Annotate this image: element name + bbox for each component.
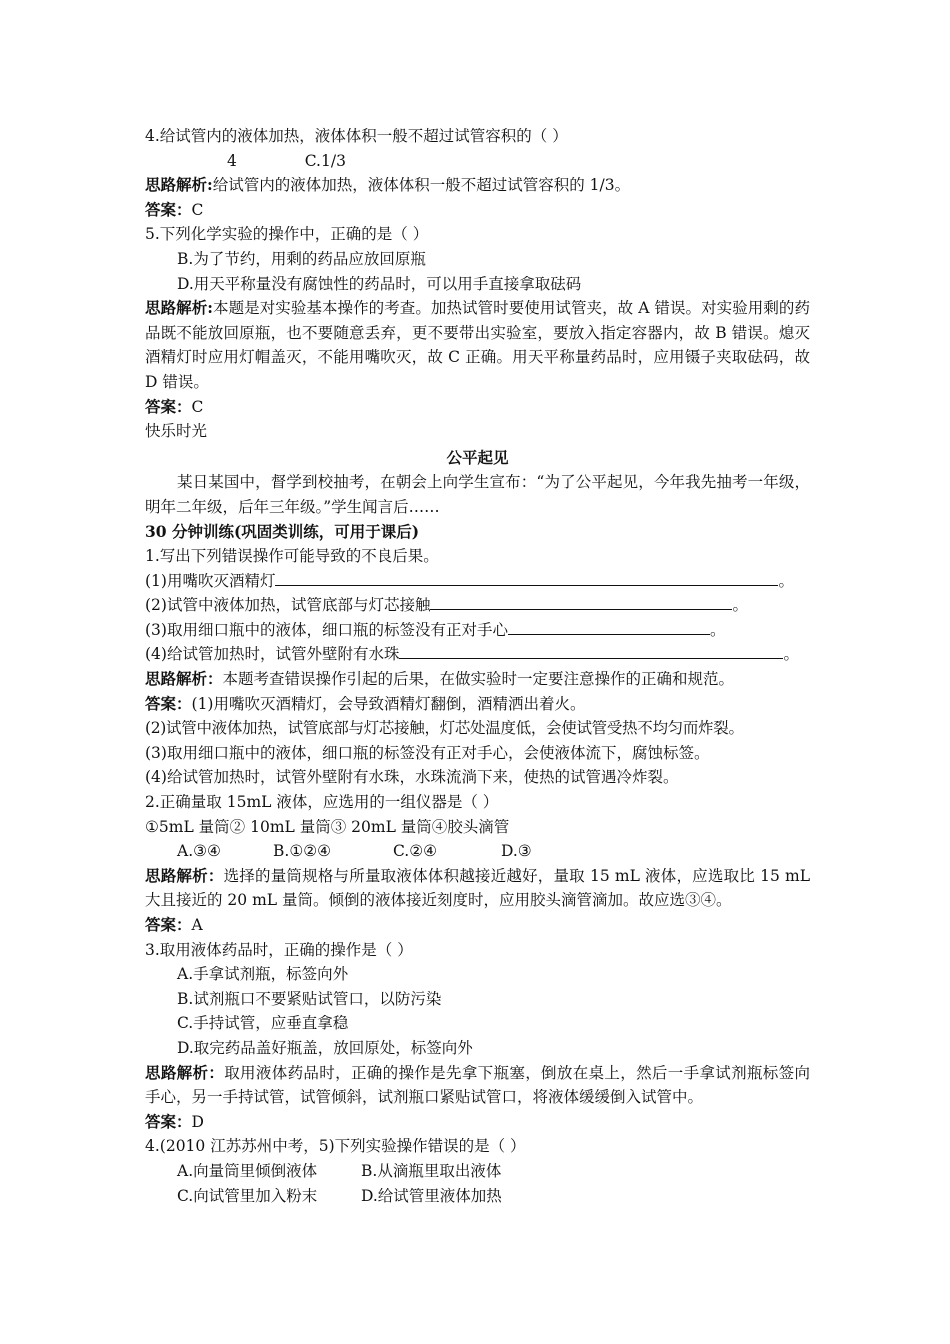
option: 4: [227, 151, 237, 170]
fill-item: [145, 642, 810, 667]
fill-item-end: 。: [732, 596, 748, 615]
answer-text: C: [191, 200, 204, 219]
answer-blank[interactable]: [275, 569, 778, 586]
options-row: [145, 839, 810, 864]
answer-text: (1)用嘴吹灭酒精灯，会导致酒精灯翻倒，酒精洒出着火。: [191, 694, 586, 713]
story-text: 某日某国中，督学到校抽考，在朝会上向学生宣布：“为了公平起见，今年我先抽考一年级，明年二年级，后年三年级。”学生闻言后……: [145, 473, 810, 516]
option: C.1/3: [304, 151, 346, 170]
answer-label: 答案：: [145, 693, 192, 713]
fill-item-text: (3)取用细口瓶中的液体，细口瓶的标签没有正对手心: [145, 620, 508, 639]
answer-text: A: [191, 916, 203, 934]
instrument-list: ①5mL 量筒② 10mL 量筒③ 20mL 量筒④胶头滴管: [145, 817, 510, 836]
fill-item: [145, 569, 810, 594]
option: D.用天平称量没有腐蚀性的药品时，可以用手直接拿取砝码: [177, 274, 582, 293]
fill-item-text: (1)用嘴吹灭酒精灯: [145, 571, 276, 590]
answer-text: D: [191, 1112, 204, 1131]
answer: [145, 692, 810, 717]
fill-item-end: 。: [783, 645, 799, 664]
analysis: [145, 296, 810, 394]
option: B.从滴瓶里取出液体: [361, 1161, 502, 1180]
fill-item-end: 。: [778, 571, 794, 590]
answer: [145, 1110, 810, 1135]
analysis-text: 给试管内的液体加热，液体体积一般不超过试管容积的 1/3。: [212, 176, 631, 195]
option: C.②④: [393, 842, 438, 861]
option: A.向量筒里倾倒液体: [177, 1161, 318, 1180]
answer-line: (2)试管中液体加热，试管底部与灯芯接触，灯芯处温度低，会使试管受热不均匀而炸裂。: [145, 719, 744, 738]
question-stem: 4.(2010 江苏苏州中考，5)下列实验操作错误的是（ ）: [145, 1137, 526, 1156]
analysis: [145, 864, 810, 913]
answer-blank[interactable]: [508, 618, 710, 635]
analysis-label: 思路解析:: [145, 298, 213, 318]
section-label: 快乐时光: [145, 422, 208, 441]
story-title: 公平起见: [446, 447, 509, 467]
analysis-text: 选择的量筒规格与所量取液体体积越接近越好，量取 15 mL 液体，应选取比 15 mL 大且接近的 20 mL 量筒。倾倒的液体接近刻度时，应用胶头滴管滴加。故应选③④。: [145, 866, 810, 910]
answer-line: (3)取用细口瓶中的液体，细口瓶的标签没有正对手心，会使液体流下，腐蚀标签。: [145, 743, 710, 762]
analysis-text: 本题考查错误操作引起的后果，在做实验时一定要注意操作的正确和规范。: [222, 670, 735, 689]
analysis-text: 本题是对实验基本操作的考查。加热试管时要使用试管夹，故 A 错误。对实验用剩的药品既不能放回原瓶，也不要随意丢弃，更不要带出实验室，要放入指定容器内，故 B 错误。熄灭酒精灯时应用灯帽盖灭，不能用嘴吹灭，故 C 正确。用天平称量药品时，应用镊子夹取砝码，故 D 错误。: [145, 299, 810, 391]
answer: [145, 395, 810, 420]
answer: [145, 198, 810, 223]
answer: [145, 913, 810, 938]
options-row: [145, 149, 810, 174]
option: C.向试管里加入粉末: [177, 1186, 318, 1205]
answer-text: C: [191, 397, 204, 416]
analysis-label: 思路解析：: [145, 865, 224, 885]
option: A.③④: [177, 842, 221, 861]
analysis-label: 思路解析：: [145, 669, 223, 689]
option: D.取完药品盖好瓶盖，放回原处，标签向外: [177, 1038, 473, 1057]
option: A.手拿试剂瓶，标签向外: [177, 965, 349, 984]
question-stem: 4.给试管内的液体加热，液体体积一般不超过试管容积的（ ）: [145, 127, 568, 145]
fill-item-text: (2)试管中液体加热，试管底部与灯芯接触: [145, 596, 431, 615]
fill-item-text: (4)给试管加热时，试管外壁附有水珠: [145, 645, 400, 664]
answer-blank[interactable]: [430, 593, 732, 610]
option: B.①②④: [273, 842, 332, 861]
analysis-label: 思路解析：: [145, 1062, 225, 1082]
options-row: [145, 1159, 810, 1184]
question-stem: 3.取用液体药品时，正确的操作是（ ）: [145, 940, 413, 959]
options-row: [145, 1184, 810, 1209]
fill-item: [145, 618, 810, 643]
question-stem: 5.下列化学实验的操作中，正确的是（ ）: [145, 225, 429, 244]
fill-item: [145, 593, 810, 618]
section-title: 30 分钟训练(巩固类训练，可用于课后): [145, 521, 420, 541]
answer-line: (4)给试管加热时，试管外壁附有水珠，水珠流淌下来，使热的试管遇冷炸裂。: [145, 768, 679, 787]
analysis: [145, 667, 810, 692]
answer-label: 答案：: [145, 915, 192, 934]
option: D.给试管里液体加热: [361, 1186, 502, 1205]
answer-blank[interactable]: [399, 642, 783, 659]
analysis: [145, 173, 810, 198]
option: B.为了节约，用剩的药品应放回原瓶: [177, 249, 426, 268]
question-stem: 1.写出下列错误操作可能导致的不良后果。: [145, 547, 439, 566]
option: D.③: [501, 842, 532, 861]
answer-label: 答案：: [145, 396, 192, 416]
answer-label: 答案：: [145, 1111, 192, 1131]
question-stem: 2.正确量取 15mL 液体，应选用的一组仪器是（ ）: [145, 793, 499, 812]
fill-item-end: 。: [709, 620, 726, 639]
option: C.手持试管，应垂直拿稳: [177, 1014, 349, 1033]
analysis-text: 取用液体药品时，正确的操作是先拿下瓶塞，倒放在桌上，然后一手拿试剂瓶标签向手心，另一手持试管，试管倾斜，试剂瓶口紧贴试管口，将液体缓缓倒入试管中。: [145, 1063, 810, 1107]
document-content: [145, 124, 810, 1208]
answer-label: 答案：: [145, 199, 192, 219]
analysis-label: 思路解析:: [145, 175, 213, 195]
analysis: [145, 1061, 810, 1110]
option: B.试剂瓶口不要紧贴试管口，以防污染: [177, 989, 442, 1008]
